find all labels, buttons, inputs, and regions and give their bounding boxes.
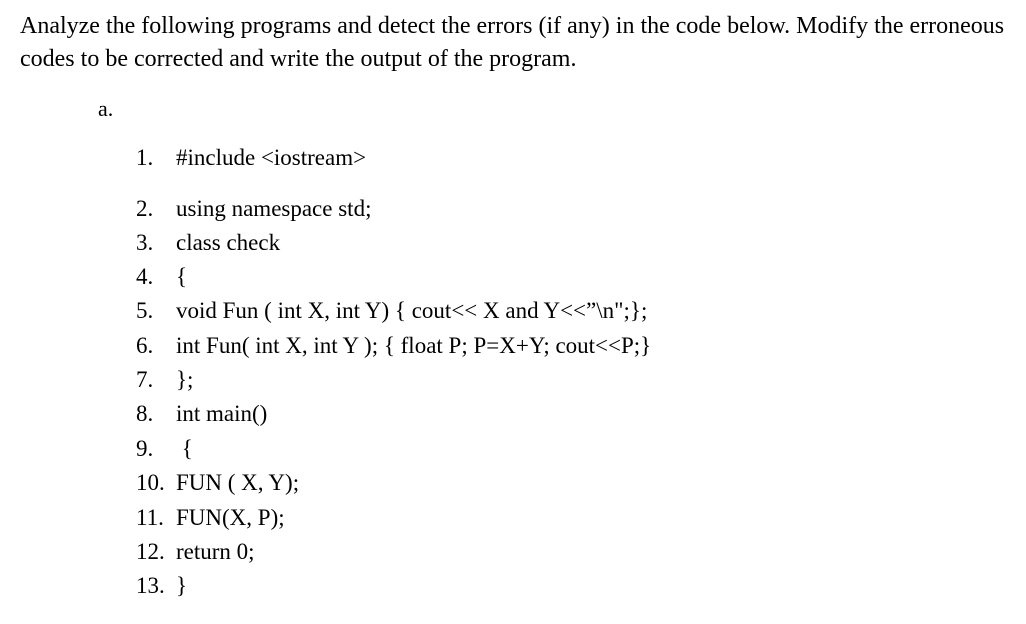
code-line bbox=[136, 298, 936, 324]
code-text: #include <iostream> bbox=[176, 145, 367, 170]
code-line bbox=[136, 573, 936, 599]
line-number: 5. bbox=[136, 298, 154, 323]
question-text: Analyze the following programs and detect the errors (if any) in the code below. Modify the erroneous codes to be corrected and write the output of the program. bbox=[20, 13, 1005, 72]
code-text: FUN(X, P); bbox=[176, 505, 285, 530]
code-line bbox=[136, 401, 936, 427]
line-number: 13. bbox=[136, 573, 165, 598]
code-text: FUN ( X, Y); bbox=[176, 470, 300, 495]
code-text: } bbox=[176, 573, 188, 598]
code-text: }; bbox=[176, 367, 194, 392]
code-line bbox=[136, 539, 936, 565]
code-text: using namespace std; bbox=[176, 196, 372, 221]
code-line bbox=[136, 505, 936, 531]
code-text: int main() bbox=[176, 401, 268, 426]
line-number: 6. bbox=[136, 333, 154, 358]
code-text: int Fun( int X, int Y ); { float P; P=X+Y; cout<<P;} bbox=[176, 333, 652, 358]
line-number: 1. bbox=[136, 145, 154, 170]
line-number: 9. bbox=[136, 436, 154, 461]
code-line bbox=[136, 230, 936, 256]
code-text: { bbox=[176, 436, 193, 461]
line-number: 12. bbox=[136, 539, 165, 564]
code-line bbox=[136, 333, 936, 359]
line-number: 8. bbox=[136, 401, 154, 426]
code-line bbox=[136, 196, 936, 222]
code-text: { bbox=[176, 264, 188, 289]
code-line bbox=[136, 436, 936, 462]
code-line bbox=[136, 145, 936, 171]
code-text: class check bbox=[176, 230, 281, 255]
line-number: 10. bbox=[136, 470, 165, 495]
code-line bbox=[136, 367, 936, 393]
line-number: 2. bbox=[136, 196, 154, 221]
line-number: 4. bbox=[136, 264, 154, 289]
code-text: return 0; bbox=[176, 539, 255, 564]
part-label: a. bbox=[98, 96, 114, 121]
code-line bbox=[136, 470, 936, 496]
code-text: void Fun ( int X, int Y) { cout<< X and Y<<”\n";}; bbox=[176, 298, 648, 323]
code-line bbox=[136, 264, 936, 290]
line-number: 11. bbox=[136, 505, 164, 530]
line-number: 3. bbox=[136, 230, 154, 255]
line-number: 7. bbox=[136, 367, 154, 392]
